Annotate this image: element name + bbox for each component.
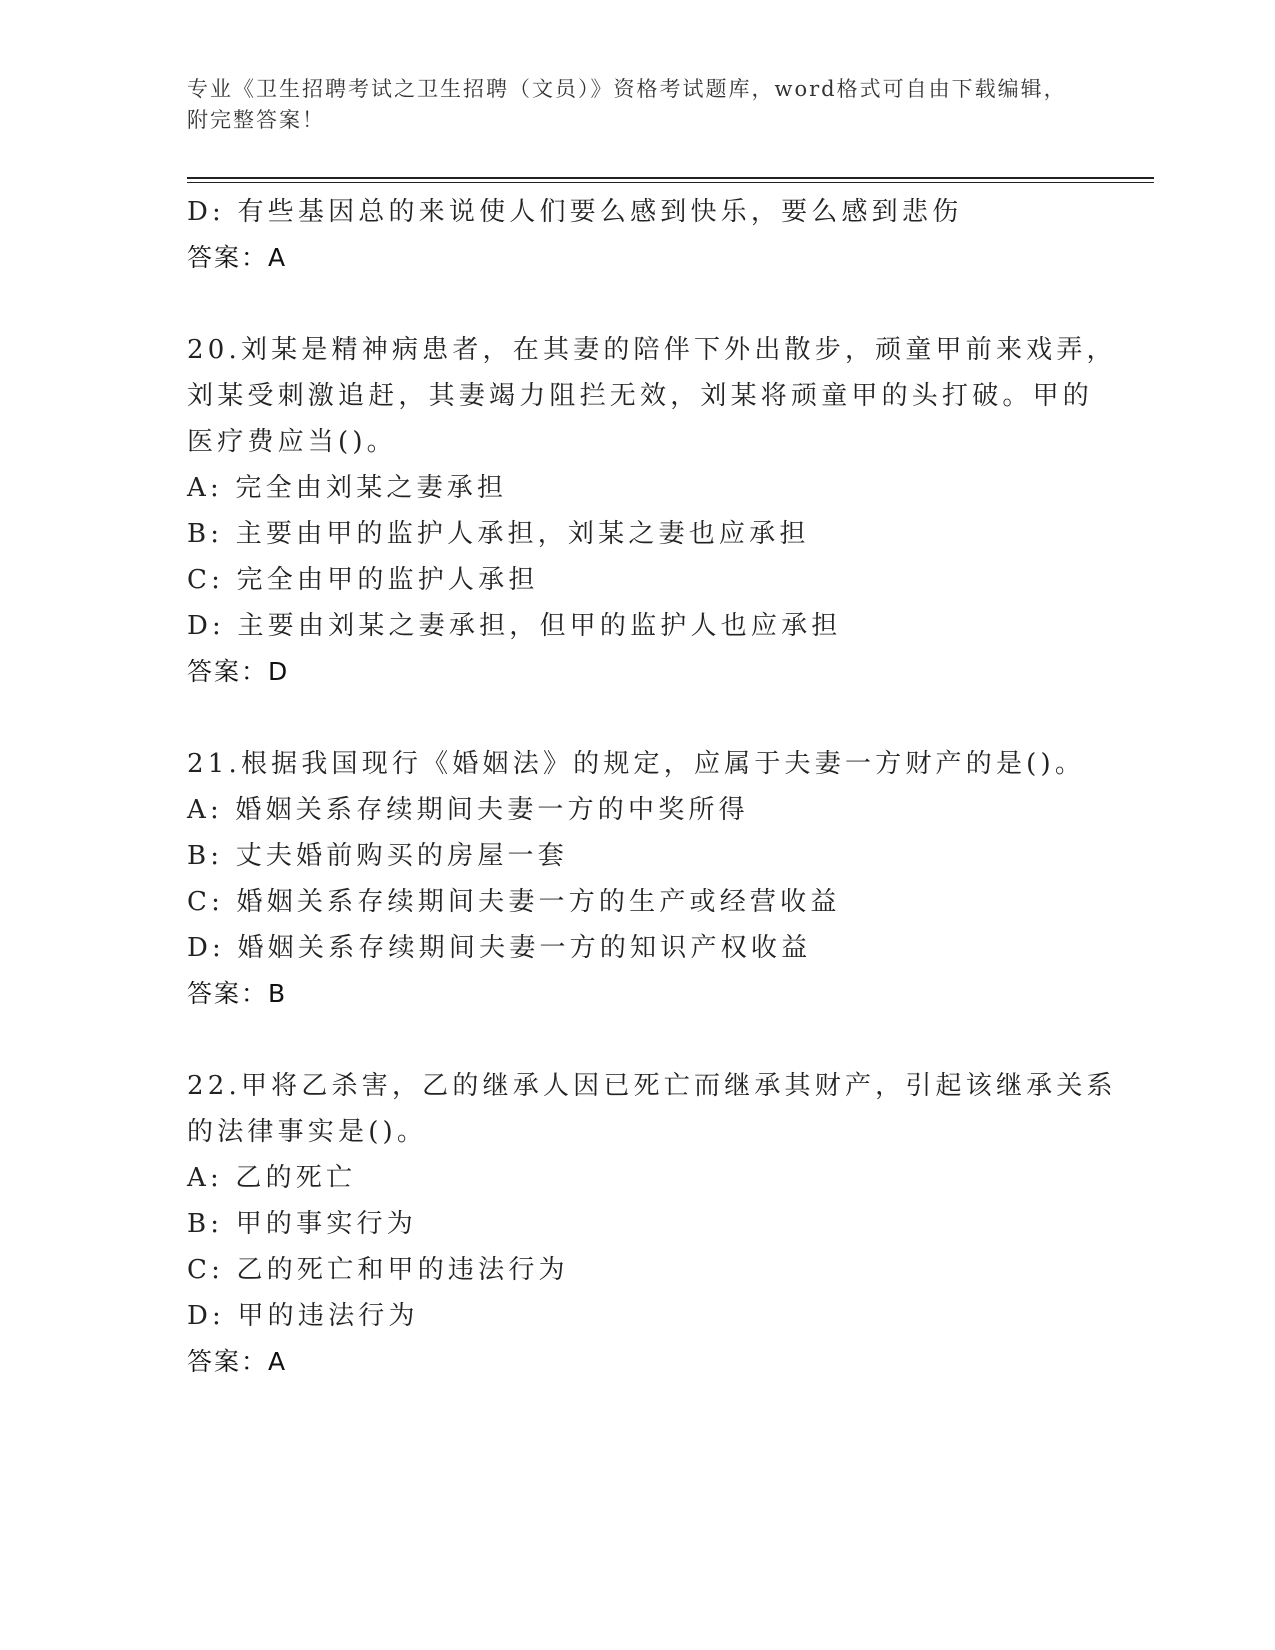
stem-line: 医疗费应当()。 [187, 427, 397, 457]
option-a: A: 婚姻关系存续期间夫妻一方的中奖所得 [187, 795, 749, 825]
question-20 [187, 327, 1117, 695]
option-b: B: 主要由甲的监护人承担，刘某之妻也应承担 [187, 519, 810, 549]
header-rule-thin [187, 182, 1154, 183]
question-content [187, 189, 1117, 1385]
answer-text: 答案：B [187, 979, 288, 1008]
question-stem [187, 741, 1087, 787]
answer-text: 答案：A [187, 1347, 288, 1376]
stem-line: 21.根据我国现行《婚姻法》的规定，应属于夫妻一方财产的是()。 [187, 749, 1086, 779]
stem-line: 20.刘某是精神病患者，在其妻的陪伴下外出散步，顽童甲前来戏弄， [187, 335, 1117, 365]
answer-text: 答案：D [187, 657, 290, 686]
option-c: C: 乙的死亡和甲的违法行为 [187, 1255, 569, 1285]
question-22 [187, 1063, 1117, 1385]
question-stem [187, 1063, 1117, 1155]
option-c: C: 完全由甲的监护人承担 [187, 565, 539, 595]
option-c: C: 婚姻关系存续期间夫妻一方的生产或经营收益 [187, 887, 841, 917]
option-b: B: 甲的事实行为 [187, 1209, 417, 1239]
header-rule-thick [187, 177, 1154, 179]
option-d: D: 有些基因总的来说使人们要么感到快乐，要么感到悲伤 [187, 197, 963, 227]
stem-line: 刘某受刺激追赶，其妻竭力阻拦无效，刘某将顽童甲的头打破。甲的 [187, 381, 1094, 411]
option-d: D: 婚姻关系存续期间夫妻一方的知识产权收益 [187, 933, 812, 963]
option-d: D: 主要由刘某之妻承担，但甲的监护人也应承担 [187, 611, 842, 641]
stem-line: 的法律事实是()。 [187, 1117, 428, 1147]
option-a: A: 乙的死亡 [187, 1163, 357, 1193]
question-stem [187, 327, 1117, 465]
option-a: A: 完全由刘某之妻承担 [187, 473, 508, 503]
document-header: 专业《卫生招聘考试之卫生招聘（文员）》资格考试题库，word格式可自由下载编辑，附完整答案！ [187, 77, 1067, 132]
question-21 [187, 741, 1087, 1017]
option-d: D: 甲的违法行为 [187, 1301, 419, 1331]
option-b: B: 丈夫婚前购买的房屋一套 [187, 841, 568, 871]
stem-line: 22.甲将乙杀害，乙的继承人因已死亡而继承其财产，引起该继承关系 [187, 1071, 1117, 1101]
answer-text: 答案：A [187, 243, 288, 272]
